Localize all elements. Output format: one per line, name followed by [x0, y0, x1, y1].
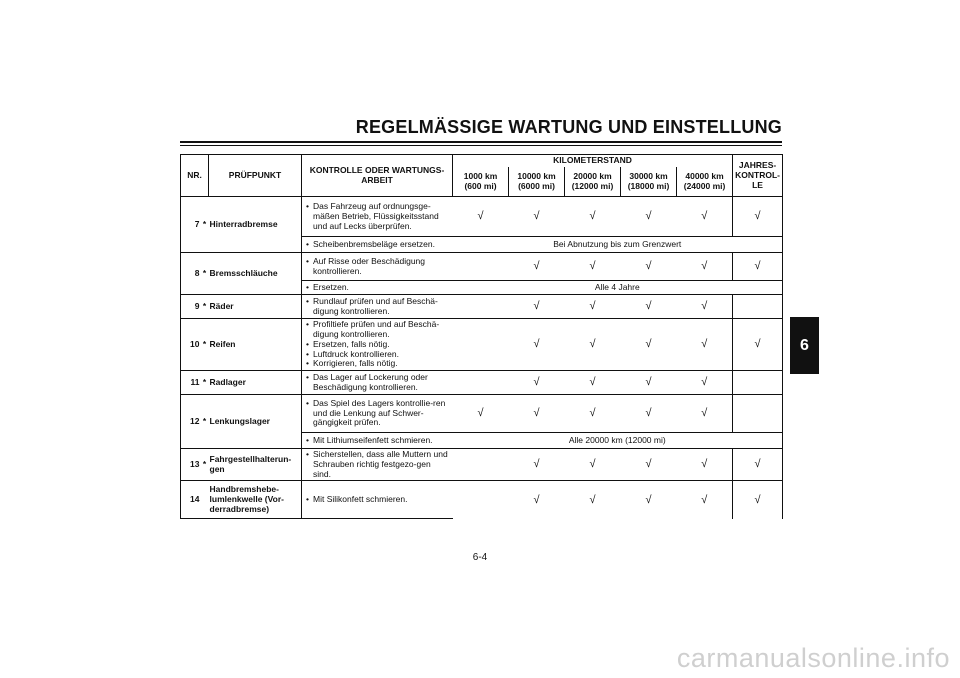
chapter-tab: 6	[790, 317, 819, 374]
header-action: KONTROLLE ODER WARTUNGS-ARBEIT	[302, 155, 453, 197]
check-cell	[453, 319, 509, 371]
header-annual: JAHRES-KONTROL-LE	[733, 155, 783, 197]
check-cell: √	[565, 319, 621, 371]
header-nr: NR.	[181, 155, 209, 197]
check-cell	[453, 371, 509, 395]
check-cell: √	[565, 253, 621, 281]
check-cell: √	[509, 295, 565, 319]
check-cell: √	[677, 395, 733, 433]
interval-note: Bei Abnutzung bis zum Grenzwert	[453, 237, 783, 253]
check-cell: √	[509, 481, 565, 519]
check-cell: √	[621, 319, 677, 371]
row-number: 7	[181, 197, 201, 253]
table-row	[181, 371, 783, 395]
row-actions	[302, 253, 453, 281]
check-cell: √	[621, 197, 677, 237]
row-actions	[302, 319, 453, 371]
header-row	[181, 155, 783, 167]
row-item: Räder	[209, 295, 302, 319]
check-cell: √	[509, 319, 565, 371]
check-cell: √	[733, 253, 783, 281]
header-interval: 1000 km (600 mi)	[453, 167, 509, 197]
row-number: 12	[181, 395, 201, 449]
check-cell: √	[677, 481, 733, 519]
action-item: • Ersetzen.	[306, 283, 451, 293]
header-interval: 10000 km (6000 mi)	[509, 167, 565, 197]
table-row	[181, 395, 783, 433]
table-row	[181, 319, 783, 371]
check-cell: √	[565, 371, 621, 395]
row-item: Radlager	[209, 371, 302, 395]
check-cell	[733, 295, 783, 319]
row-item: Hinterradbremse	[209, 197, 302, 253]
table-row	[181, 449, 783, 481]
maintenance-table	[180, 154, 783, 519]
check-cell: √	[677, 197, 733, 237]
check-cell: √	[621, 371, 677, 395]
page-number: 6-4	[472, 552, 488, 563]
row-item: Reifen	[209, 319, 302, 371]
header-interval: 30000 km (18000 mi)	[621, 167, 677, 197]
row-number: 9	[181, 295, 201, 319]
action-item: • Rundlauf prüfen und auf Beschä-digung kontrollieren.	[306, 297, 451, 317]
action-item: • Mit Lithiumseifenfett schmieren.	[306, 436, 451, 446]
check-cell: √	[677, 371, 733, 395]
interval-note: Alle 20000 km (12000 mi)	[453, 433, 783, 449]
header-odometer: KILOMETERSTAND	[453, 155, 733, 167]
check-cell: √	[621, 395, 677, 433]
action-item: • Das Lager auf Lockerung oder Beschädigung kontrollieren.	[306, 373, 451, 393]
action-item: • Mit Silikonfett schmieren.	[306, 495, 451, 505]
check-cell: √	[621, 481, 677, 519]
row-item: Bremsschläuche	[209, 253, 302, 295]
row-actions	[302, 433, 453, 449]
watermark: carmanualsonline.info	[676, 643, 950, 673]
check-cell: √	[621, 253, 677, 281]
row-star: *	[201, 295, 209, 319]
action-item: • Scheibenbremsbeläge ersetzen.	[306, 240, 451, 250]
action-item: • Luftdruck kontrollieren.	[306, 350, 451, 360]
check-cell: √	[677, 253, 733, 281]
check-cell: √	[733, 319, 783, 371]
row-star: *	[201, 449, 209, 481]
row-actions	[302, 295, 453, 319]
action-item: • Korrigieren, falls nötig.	[306, 359, 451, 369]
row-actions	[302, 371, 453, 395]
row-number: 8	[181, 253, 201, 295]
row-actions	[302, 197, 453, 237]
row-star	[201, 481, 209, 519]
title-rule-thin	[180, 145, 782, 146]
table-row	[181, 197, 783, 237]
check-cell: √	[621, 449, 677, 481]
row-star: *	[201, 371, 209, 395]
row-item: Fahrgestellhalterun-gen	[209, 449, 302, 481]
row-star: *	[201, 319, 209, 371]
check-cell	[453, 295, 509, 319]
check-cell: √	[453, 395, 509, 433]
check-cell: √	[733, 197, 783, 237]
action-item: • Das Fahrzeug auf ordnungsge-mäßen Betrieb, Flüssigkeitsstand und auf Lecks überprüfen.	[306, 202, 451, 231]
row-star: *	[201, 197, 209, 253]
row-number: 13	[181, 449, 201, 481]
table-row	[181, 481, 783, 519]
row-actions	[302, 281, 453, 295]
check-cell	[733, 395, 783, 433]
check-cell	[453, 481, 509, 519]
row-actions	[302, 395, 453, 433]
row-number: 11	[181, 371, 201, 395]
check-cell: √	[565, 449, 621, 481]
check-cell: √	[509, 371, 565, 395]
row-actions	[302, 449, 453, 481]
action-item: • Auf Risse oder Beschädigung kontrollieren.	[306, 257, 451, 277]
row-item: Lenkungslager	[209, 395, 302, 449]
row-star: *	[201, 253, 209, 295]
header-interval: 40000 km (24000 mi)	[677, 167, 733, 197]
table-row	[181, 295, 783, 319]
action-item: • Profiltiefe prüfen und auf Beschä-digung kontrollieren.	[306, 320, 451, 340]
header-interval: 20000 km (12000 mi)	[565, 167, 621, 197]
check-cell: √	[733, 449, 783, 481]
check-cell	[733, 371, 783, 395]
check-cell: √	[621, 295, 677, 319]
check-cell: √	[565, 395, 621, 433]
check-cell: √	[677, 449, 733, 481]
page-title: REGELMÄSSIGE WARTUNG UND EINSTELLUNG	[355, 117, 782, 137]
row-star: *	[201, 395, 209, 449]
action-item: • Sicherstellen, dass alle Muttern und Schrauben richtig festgezo-gen sind.	[306, 450, 451, 479]
check-cell: √	[677, 319, 733, 371]
check-cell: √	[565, 197, 621, 237]
interval-note: Alle 4 Jahre	[453, 281, 783, 295]
row-actions	[302, 481, 453, 519]
action-item: • Ersetzen, falls nötig.	[306, 340, 451, 350]
check-cell: √	[509, 395, 565, 433]
check-cell: √	[733, 481, 783, 519]
check-cell: √	[509, 197, 565, 237]
row-actions	[302, 237, 453, 253]
check-cell	[453, 253, 509, 281]
table-row	[181, 253, 783, 281]
check-cell: √	[509, 253, 565, 281]
header-item: PRÜFPUNKT	[209, 155, 302, 197]
check-cell: √	[453, 197, 509, 237]
check-cell: √	[565, 481, 621, 519]
table-body	[181, 197, 783, 519]
row-number: 14	[181, 481, 201, 519]
title-rule	[180, 141, 782, 143]
row-item: Handbremshebe-lumlenkwelle (Vor-derradbremse)	[209, 481, 302, 519]
row-number: 10	[181, 319, 201, 371]
check-cell: √	[677, 295, 733, 319]
check-cell: √	[509, 449, 565, 481]
check-cell: √	[565, 295, 621, 319]
action-item: • Das Spiel des Lagers kontrollie-ren und die Lenkung auf Schwer-gängigkeit prüfen.	[306, 399, 451, 428]
check-cell	[453, 449, 509, 481]
